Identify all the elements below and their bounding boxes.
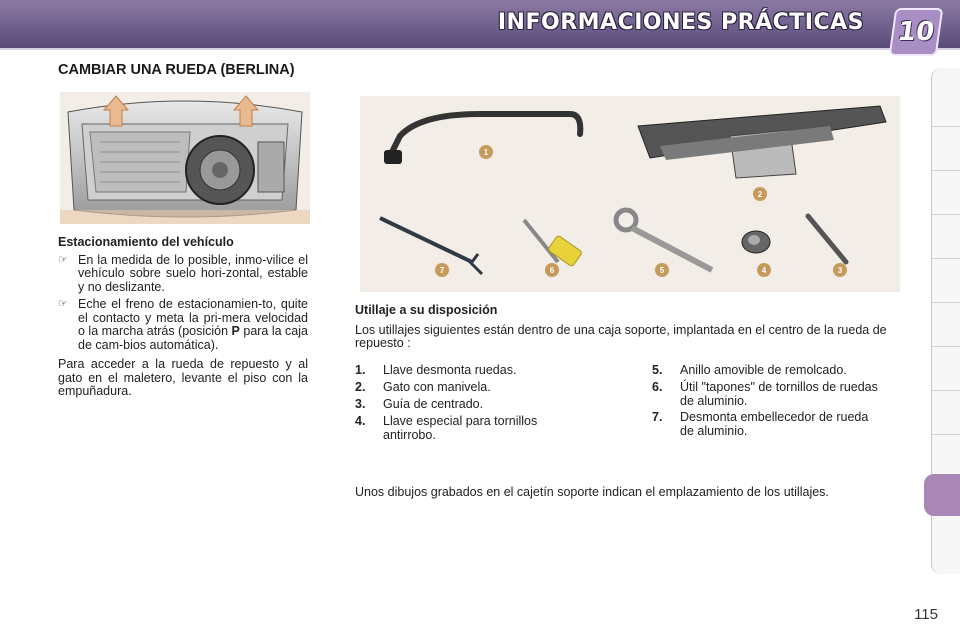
tool-label-2 [753, 187, 767, 201]
bullet-item: ☞ En la medida de lo posible, inmo-vilice el vehículo sobre suelo hori-zontal, estable y no deslizante. [58, 252, 308, 294]
list-item: 1. Llave desmonta ruedas. [355, 363, 517, 377]
tool-label-5 [655, 263, 669, 277]
parking-instructions [58, 236, 308, 399]
active-chapter-tab [924, 474, 960, 516]
page-number: 115 [914, 606, 938, 623]
section-title: INFORMACIONES PRÁCTICAS [497, 10, 864, 35]
tool-label-7 [435, 263, 449, 277]
svg-text:2: 2 [757, 190, 763, 199]
tools-illustration [360, 96, 900, 292]
pointing-hand-icon: ☞ [58, 253, 68, 266]
access-paragraph: Para acceder a la rueda de repuesto y al gato en el maletero, levante el piso con la empuñadura. [58, 357, 308, 398]
tool-label-3 [833, 263, 847, 277]
list-item: 5. Anillo amovible de remolcado. [652, 363, 847, 377]
tool-label-4 [757, 263, 771, 277]
tools-heading: Utillaje a su disposición [355, 303, 498, 317]
list-item: 2. Gato con manivela. [355, 380, 491, 394]
pointing-hand-icon: ☞ [58, 298, 68, 310]
tools-intro: Los utillajes siguientes están dentro de una caja soporte, implantada en el centro de la rueda de repuesto : [355, 322, 887, 350]
svg-text:5: 5 [659, 266, 665, 275]
parking-heading: Estacionamiento del vehículo [58, 235, 234, 249]
header-divider [0, 48, 960, 50]
svg-text:7: 7 [439, 266, 445, 275]
list-item: 7. Desmonta embellecedor de rueda de aluminio. [652, 410, 869, 438]
tools-description [355, 303, 905, 499]
tools-footnote: Unos dibujos grabados en el cajetín soporte indican el emplazamiento de los utillajes. [355, 485, 829, 499]
chapter-number-badge: 10 [889, 8, 944, 56]
tool-label-1 [479, 145, 493, 159]
svg-text:3: 3 [837, 266, 843, 275]
page-title: CAMBIAR UNA RUEDA (BERLINA) [58, 62, 295, 78]
svg-text:6: 6 [549, 266, 555, 275]
svg-text:4: 4 [761, 266, 767, 275]
list-item: 6. Útil "tapones" de tornillos de ruedas de aluminio. [652, 380, 878, 408]
trunk-spare-wheel-illustration [60, 92, 310, 224]
tool-label-6 [545, 263, 559, 277]
list-item: 3. Guía de centrado. [355, 397, 484, 411]
bullet-item: ☞ Eche el freno de estacionamien-to, quite el contacto y meta la pri-mera velocidad o la marcha atrás (posición P para la caja de cam-bios automática). [58, 297, 308, 352]
list-item: 4. Llave especial para tornillos antirrobo. [355, 414, 538, 442]
svg-text:1: 1 [483, 148, 489, 157]
